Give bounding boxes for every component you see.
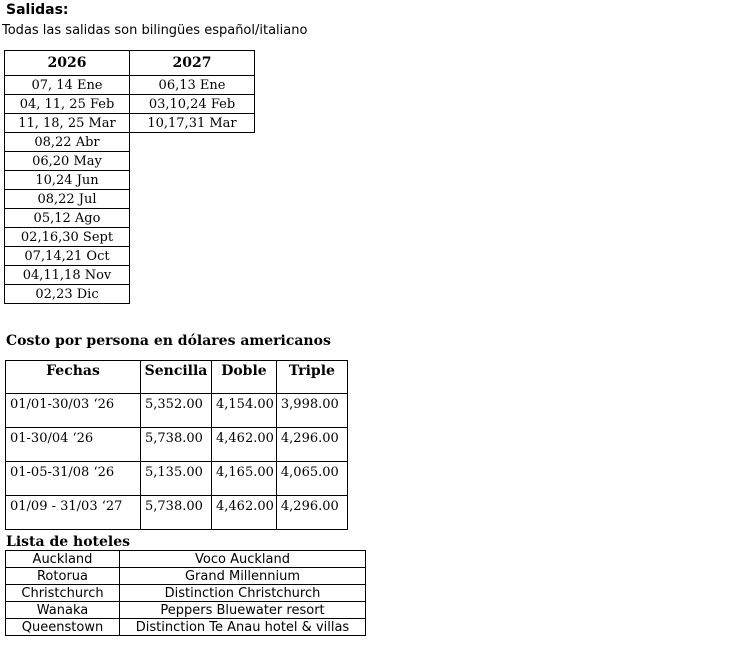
dep-2026-cell: 11, 18, 25 Mar bbox=[5, 114, 130, 133]
table-row bbox=[6, 551, 366, 568]
hotel-cell: Grand Millennium bbox=[120, 568, 366, 585]
table-row bbox=[5, 266, 255, 285]
city-cell: Queenstown bbox=[6, 619, 120, 636]
triple-price-cell: 4,065.00 bbox=[276, 462, 347, 496]
table-row bbox=[6, 428, 348, 462]
hotels-title: Lista de hoteles bbox=[6, 534, 131, 550]
page-subtitle: Todas las salidas son bilingües español/italiano bbox=[2, 23, 308, 38]
dep-2026-cell: 07,14,21 Oct bbox=[5, 247, 130, 266]
triple-price-cell: 3,998.00 bbox=[276, 394, 347, 428]
col-header-triple: Triple bbox=[276, 361, 347, 394]
table-row bbox=[5, 247, 255, 266]
date-cell: 01/01-30/03 ‘26 bbox=[6, 394, 141, 428]
dep-2026-cell: 04,11,18 Nov bbox=[5, 266, 130, 285]
dep-2026-cell: 08,22 Jul bbox=[5, 190, 130, 209]
year-2026-header: 2026 bbox=[5, 51, 130, 76]
year-2027-header: 2027 bbox=[130, 51, 255, 76]
city-cell: Christchurch bbox=[6, 585, 120, 602]
double-price-cell: 4,165.00 bbox=[212, 462, 277, 496]
table-row bbox=[6, 602, 366, 619]
table-row bbox=[5, 133, 255, 152]
double-price-cell: 4,154.00 bbox=[212, 394, 277, 428]
dep-2026-cell: 08,22 Abr bbox=[5, 133, 130, 152]
table-row bbox=[5, 190, 255, 209]
triple-price-cell: 4,296.00 bbox=[276, 496, 347, 530]
single-price-cell: 5,738.00 bbox=[141, 428, 212, 462]
table-row bbox=[5, 114, 255, 133]
table-row bbox=[5, 209, 255, 228]
triple-price-cell: 4,296.00 bbox=[276, 428, 347, 462]
hotel-cell: Distinction Christchurch bbox=[120, 585, 366, 602]
departures-table bbox=[4, 50, 255, 304]
hotels-table bbox=[5, 550, 366, 636]
dep-2026-cell: 06,20 May bbox=[5, 152, 130, 171]
page-title: Salidas: bbox=[6, 2, 69, 18]
double-price-cell: 4,462.00 bbox=[212, 428, 277, 462]
dep-2026-cell: 02,23 Dic bbox=[5, 285, 130, 304]
table-row bbox=[5, 95, 255, 114]
single-price-cell: 5,135.00 bbox=[141, 462, 212, 496]
city-cell: Wanaka bbox=[6, 602, 120, 619]
dep-2026-cell: 05,12 Ago bbox=[5, 209, 130, 228]
single-price-cell: 5,352.00 bbox=[141, 394, 212, 428]
col-header-doble: Doble bbox=[212, 361, 277, 394]
table-header-row bbox=[6, 361, 348, 394]
table-row bbox=[6, 462, 348, 496]
table-row bbox=[5, 76, 255, 95]
hotel-cell: Distinction Te Anau hotel & villas bbox=[120, 619, 366, 636]
table-row bbox=[5, 152, 255, 171]
dep-2026-cell: 10,24 Jun bbox=[5, 171, 130, 190]
single-price-cell: 5,738.00 bbox=[141, 496, 212, 530]
table-header-row bbox=[5, 51, 255, 76]
table-row bbox=[6, 496, 348, 530]
dep-2027-cell: 10,17,31 Mar bbox=[130, 114, 255, 133]
dep-2026-cell: 02,16,30 Sept bbox=[5, 228, 130, 247]
city-cell: Auckland bbox=[6, 551, 120, 568]
table-row bbox=[6, 568, 366, 585]
table-row bbox=[5, 228, 255, 247]
col-header-fechas: Fechas bbox=[6, 361, 141, 394]
pricing-table bbox=[5, 360, 348, 530]
table-row bbox=[5, 171, 255, 190]
dep-2027-cell: 03,10,24 Feb bbox=[130, 95, 255, 114]
pricing-title: Costo por persona en dólares americanos bbox=[6, 333, 331, 349]
dep-2026-cell: 04, 11, 25 Feb bbox=[5, 95, 130, 114]
date-cell: 01-30/04 ‘26 bbox=[6, 428, 141, 462]
table-row bbox=[6, 585, 366, 602]
table-row bbox=[5, 285, 255, 304]
hotel-cell: Peppers Bluewater resort bbox=[120, 602, 366, 619]
dep-2027-cell: 06,13 Ene bbox=[130, 76, 255, 95]
double-price-cell: 4,462.00 bbox=[212, 496, 277, 530]
date-cell: 01-05-31/08 ‘26 bbox=[6, 462, 141, 496]
city-cell: Rotorua bbox=[6, 568, 120, 585]
table-row bbox=[6, 394, 348, 428]
date-cell: 01/09 - 31/03 ‘27 bbox=[6, 496, 141, 530]
table-row bbox=[6, 619, 366, 636]
col-header-sencilla: Sencilla bbox=[141, 361, 212, 394]
dep-2026-cell: 07, 14 Ene bbox=[5, 76, 130, 95]
hotel-cell: Voco Auckland bbox=[120, 551, 366, 568]
